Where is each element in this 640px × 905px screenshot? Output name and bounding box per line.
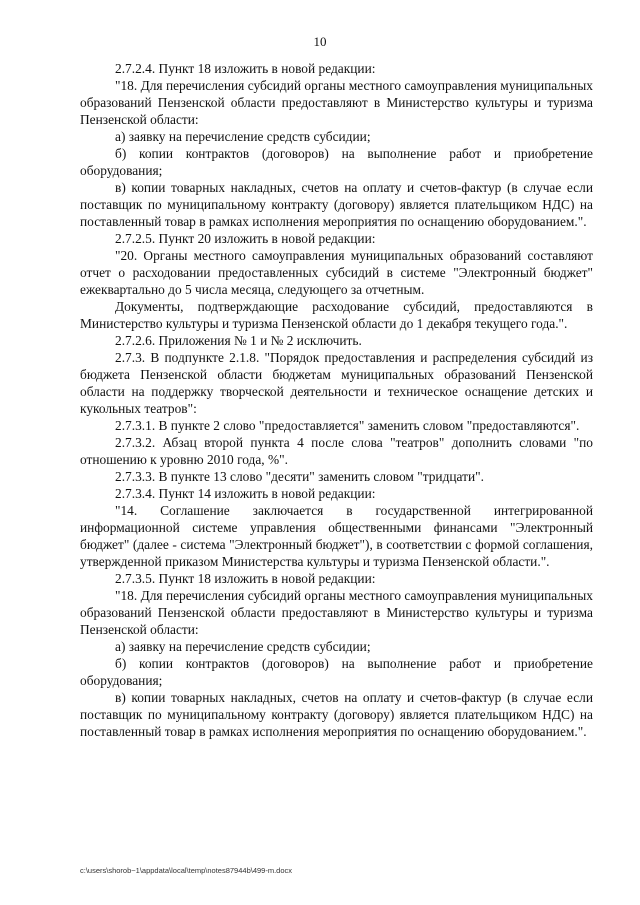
paragraph: 2.7.3.4. Пункт 14 изложить в новой редакции: [115,486,376,501]
paragraph: 2.7.3. В подпункте 2.1.8. "Порядок предоставления и распределения субсидий из бюджета Пензенской области бюджетам муниципальных образований Пензенской области на поддержку творческой деятельности и техническое оснащение детских и кукольных театров": [80,350,593,416]
document-body [80,60,593,740]
paragraph: б) копии контрактов (договоров) на выполнение работ и приобретение оборудования; [80,656,593,688]
paragraph: а) заявку на перечисление средств субсидии; [115,129,371,144]
paragraph: 2.7.3.1. В пункте 2 слово "предоставляется" заменить словом "предоставляются". [115,418,580,433]
file-path-footer: c:\users\shorob~1\appdata\local\temp\notes87944b\499-m.docx [80,866,293,875]
paragraph: в) копии товарных накладных, счетов на оплату и счетов-фактур (в случае если поставщик по муниципальному контракту (договору) является плательщиком НДС) на поставленный товар в рамках исполнения мероприятия по оснащению оборудованием.". [80,180,593,229]
paragraph: в) копии товарных накладных, счетов на оплату и счетов-фактур (в случае если поставщик по муниципальному контракту (договору) является плательщиком НДС) на поставленный товар в рамках исполнения мероприятия по оснащению оборудованием.". [80,690,593,739]
paragraph: "18. Для перечисления субсидий органы местного самоуправления муниципальных образований Пензенской области предоставляют в Министерство культуры и туризма Пензенской области: [80,588,593,637]
paragraph: 2.7.2.5. Пункт 20 изложить в новой редакции: [115,231,376,246]
paragraph: 2.7.3.3. В пункте 13 слово "десяти" заменить словом "тридцати". [115,469,484,484]
paragraph: Документы, подтверждающие расходование субсидий, предоставляются в Министерство культуры и туризма Пензенской области до 1 декабря текущего года.". [80,299,593,331]
paragraph: 2.7.3.5. Пункт 18 изложить в новой редакции: [115,571,376,586]
paragraph: 2.7.2.4. Пункт 18 изложить в новой редакции: [115,61,376,76]
paragraph: "18. Для перечисления субсидий органы местного самоуправления муниципальных образований Пензенской области предоставляют в Министерство культуры и туризма Пензенской области: [80,78,593,127]
paragraph: "20. Органы местного самоуправления муниципальных образований составляют отчет о расходовании предоставленных субсидий в системе "Электронный бюджет" ежеквартально до 5 числа месяца, следующего за отчетным. [80,248,593,297]
paragraph: "14. Соглашение заключается в государственной интегрированной информационной системе управления общественными финансами "Электронный бюджет" (далее - система "Электронный бюджет"), в соответствии с формой соглашения, утвержденной приказом Министерства культуры и туризма Пензенской области.". [80,503,593,569]
paragraph: а) заявку на перечисление средств субсидии; [115,639,371,654]
paragraph: б) копии контрактов (договоров) на выполнение работ и приобретение оборудования; [80,146,593,178]
paragraph: 2.7.3.2. Абзац второй пункта 4 после слова "театров" дополнить словами "по отношению к уровню 2010 года, %". [80,435,593,467]
paragraph: 2.7.2.6. Приложения № 1 и № 2 исключить. [115,333,362,348]
page-number: 10 [313,34,327,49]
